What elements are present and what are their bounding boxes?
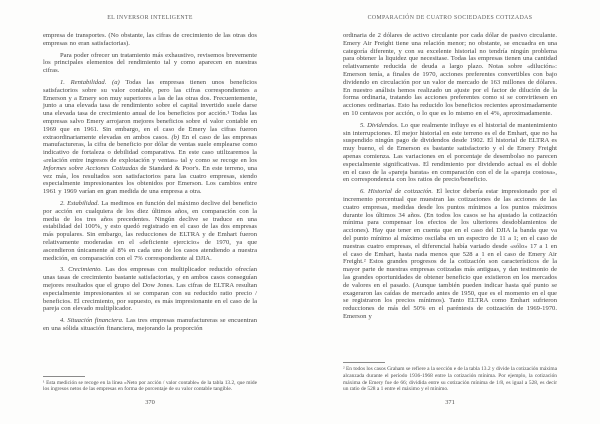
page-number-right: 371 (445, 399, 455, 406)
italic-run: Informes sobre Acciones Cotizadas (43, 164, 139, 172)
text-run: de Standard & Poor's. En este terreno, una vez más, los resultados son satisfactorios para las cuatro empresas, siendo especialmente impresionantes los obtenidos por Emerson. Los cambios entre 1961 y 1969 varían en gran medida de una empresa a otra. (43, 164, 258, 196)
footnote-rule-right (343, 362, 385, 363)
italic-run: (b) (171, 133, 182, 141)
left-page-footer (43, 376, 257, 406)
right-page-footer (343, 362, 557, 406)
text-run: Lo que realmente influye es el historial de mantenimiento sin interrupciones. El mejor historial en este terreno es el de Emhart, que no ha suspendido ningún pago de dividendos desde 1902. El historial de ELTRA es muy bueno, el de Emerson es bastante satisfactorio y el de Emery Freight apenas comienza. Las variaciones en el porcentaje de desembolso no parecen especialmente significativas. El rendimiento por dividendo actual es el doble en el caso de la «pareja barata» en comparación con el de la «pareja costosa», en correspondencia con los ratios de precio/beneficio. (343, 121, 557, 184)
footnote-right: ² En todos los casos Graham se refiere a la sección e de la tabla 13.2 y divide la cotización máxima alcanzada durante el período 1936-1968 entre la cotización mínima. Por ejemplo, la cotización máxima de Emery fue de 66; dividida entre su cotización mínima de 1/8, es igual a 528, es decir un ratio de 528 a 1 entre el máximo y el mínimo. (343, 366, 557, 393)
paragraph (43, 32, 257, 48)
italic-run: 2. Estabilidad. (60, 199, 102, 207)
text-run: La medimos en función del máximo declive del beneficio por acción en cualquiera de los diez últimos años, en comparación con la media de los tres años precedentes. Ningún declive se traduce en una estabilidad del 100%, y esto quedó registrado en el caso de las dos empresas más populares. Sin embargo, las reducciones de ELTRA y de Emhart fueron relativamente moderadas en el «deficiente ejercicio» de 1970, ya que ascendieron únicamente al 8% en cada uno de los casos atendiendo a nuestra medición, en comparación con el 7% correspondiente al DJIA. (43, 199, 257, 262)
paragraph (43, 317, 257, 333)
italic-run: 4. Situación financiera. (60, 317, 127, 325)
paragraph (43, 52, 257, 75)
running-header-right: COMPARACIÓN DE CUATRO SOCIEDADES COTIZADAS (367, 15, 533, 21)
footnote-rule-left (43, 376, 85, 377)
paragraph (43, 79, 257, 196)
paragraph (43, 266, 257, 313)
running-header-left: EL INVERSOR INTELIGENTE (107, 15, 193, 21)
text-run: Las tres empresas manufactureras se encuentran en una sólida situación financiera, mejorando la proporción (43, 317, 257, 332)
paragraph (43, 200, 257, 262)
text-run: En el caso de las empresas manufactureras, la cifra de beneficio por dólar de ventas suele emplearse como indicativo de fortaleza o debilidad comparativa. En este caso utilizaremos la «relación entre ingresos de explotación y ventas» tal y como se recoge en los (43, 133, 257, 164)
paragraph (343, 32, 557, 118)
italic-run: 5. Dividendos. (360, 121, 401, 129)
page-number-left: 370 (145, 399, 155, 406)
text-run: Para poder ofrecer un tratamiento más exhaustivo, revisemos brevemente los principales elementos del rendimiento tal y como aparecen en nuestras cifras. (43, 51, 257, 75)
text-run: Todas las empresas tienen unos beneficios satisfactorios sobre su valor contable, pero las cifras correspondientes a Emerson y a Emery son muy superiores a las de las otras dos. Frecuentemente, junto a una elevada tasa de rendimiento sobre el capital invertido suele darse una elevada tasa de crecimiento anual de los beneficios por acción.¹ Todas las empresas salvo Emery arrojaron mejores beneficios sobre el valor contable en 1969 que en 1961. Sin embargo, en el caso de Emery las cifras fueron extraordinariamente elevadas en ambos casos. (43, 78, 257, 141)
italic-run: 6. Historial de cotización. (360, 188, 437, 196)
right-page (300, 0, 600, 424)
paragraph (343, 188, 557, 321)
italic-run: 1. Rentabilidad. (a) (60, 78, 126, 86)
text-run: Las dos empresas con multiplicador reducido ofrecían unas tasas de crecimiento bastante satisfactorias, y en ambos casos conseguían mejores resultados que el grupo del Dow Jones. Las cifras de ELTRA resultan especialmente impresionantes si se comparan con su reducido ratio precio / beneficios. El crecimiento, por supuesto, es más impresionante en el caso de la pareja con elevado multiplicador. (43, 266, 258, 313)
text-run: ordinaria de 2 dólares de activo circulante por cada dólar de pasivo circulante. Emery Air Freight tiene una relación menor; no obstante, se encuadra en una categoría diferente, y con su excelente historial no tendría ningún problema para obtener la liquidez que necesitase. Todas las empresas tienen una cantidad relativamente reducida de deuda a largo plazo. Notas sobre «dilución»: Emerson tenía, a finales de 1970, acciones preferentes convertibles con bajo dividendo en circulación por un valor de mercado de 163 millones de dólares. En nuestro análisis hemos realizado un ajuste por el factor de dilución de la forma ordinaria, tratando las acciones preferentes como si se convirtiesen en acciones ordinarias. Esto ha reducido los beneficios recientes aproximadamente en 10 centavos por acción, o lo que es lo mismo en el 4%, aproximadamente. (343, 32, 557, 117)
italic-run: 3. Crecimiento. (60, 266, 106, 274)
text-run: empresa de transportes. (No obstante, las cifras de crecimiento de las otras dos empresas no eran satisfactorias). (43, 32, 257, 47)
footnote-left: ¹ Esta medición se recoge en la línea «Neto por acción / valor contable» de la tabla 13.2, que mide los ingresos netos de las empresas en forma de porcentaje de su valor contable tangible. (43, 379, 257, 393)
paragraph (343, 122, 557, 184)
left-page-body (43, 32, 257, 333)
text-run: El lector debería estar impresionado por el incremento porcentual que muestran las cotizaciones de las acciones de las cuatro empresas, medidas desde los puntos mínimos a los puntos máximos durante los últimos 34 años. (En todos los casos se ha ajustado la cotización mínima para compensar los efectos de los ulteriores desdoblamientos de acciones). Hay que tener en cuenta que en el caso del DJIA la banda que va del punto mínimo al máximo oscilaba en un espectro de 11 a 1; en el caso de nuestras cuatro empresas, el diferencial había variado desde «sólo» 17 a 1 en el caso de Emhart, hasta nada menos que 528 a 1 en el caso de Emery Air Freight.² Estos grandes progresos de la cotización son característicos de la mayor parte de nuestras empresas cotizadas más antiguas, y dan testimonio de las grandes oportunidades de obtener beneficio que existieron en los mercados de valores en el pasado. (Aunque también pueden indicar hasta qué punto se exageraron las caídas de mercado antes de 1950, que es el momento en el que se registraron los precios mínimos). Tanto ELTRA como Emhart sufrieron reducciones de más del 50% en el paréntesis de cotización de 1969-1970. Emerson y (343, 188, 558, 320)
right-page-body (343, 32, 557, 321)
